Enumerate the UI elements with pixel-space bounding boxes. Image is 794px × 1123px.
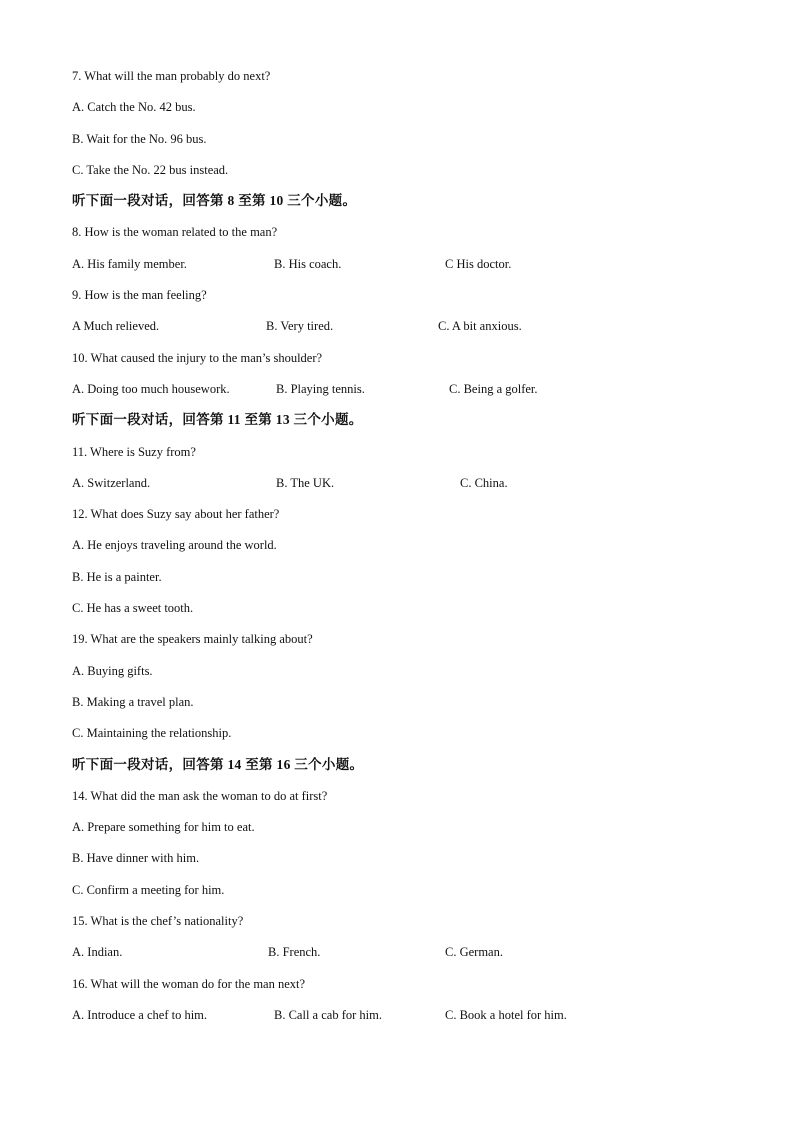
option-8c: C His doctor. — [445, 256, 512, 271]
question-7: 7. What will the man probably do next? — [72, 69, 271, 83]
options-row-9 — [72, 316, 732, 347]
option-16b: B. Call a cab for him. — [274, 1007, 382, 1022]
options-row-8 — [72, 254, 732, 285]
option-19a: A. Buying gifts. — [72, 663, 153, 678]
question-16: 16. What will the woman do for the man next? — [72, 976, 306, 991]
option-19b: B. Making a travel plan. — [72, 694, 194, 709]
question-8: 8. How is the woman related to the man? — [72, 225, 278, 240]
option-11b: B. The UK. — [276, 475, 335, 490]
section-heading-11-13: 听下面一段对话，回答第 11 至第 13 三个小题。 — [72, 412, 363, 428]
option-8b: B. His coach. — [274, 256, 342, 271]
option-16a: A. Introduce a chef to him. — [72, 1007, 208, 1022]
question-15: 15. What is the chef’s nationality? — [72, 914, 244, 929]
section-heading-8-10: 听下面一段对话，回答第 8 至第 10 三个小题。 — [72, 193, 357, 209]
option-10b: B. Playing tennis. — [276, 381, 365, 396]
options-row-11 — [72, 473, 732, 504]
option-14b: B. Have dinner with him. — [72, 851, 200, 866]
option-15b: B. French. — [268, 945, 321, 960]
option-10c: C. Being a golfer. — [449, 381, 538, 396]
option-16c: C. Book a hotel for him. — [445, 1007, 567, 1022]
question-14: 14. What did the man ask the woman to do at first? — [72, 788, 328, 803]
option-19c: C. Maintaining the relationship. — [72, 726, 232, 741]
section-heading-14-16: 听下面一段对话，回答第 14 至第 16 三个小题。 — [72, 756, 364, 772]
question-10: 10. What caused the injury to the man’s shoulder? — [72, 350, 323, 365]
option-12a: A. He enjoys traveling around the world. — [72, 538, 277, 553]
options-row-10 — [72, 379, 732, 410]
options-row-16 — [72, 1005, 732, 1036]
question-19: 19. What are the speakers mainly talking about? — [72, 632, 313, 647]
option-12c: C. He has a sweet tooth. — [72, 601, 194, 616]
question-12: 12. What does Suzy say about her father? — [72, 507, 280, 522]
option-10a: A. Doing too much housework. — [72, 381, 230, 396]
option-9c: C. A bit anxious. — [438, 319, 522, 334]
option-14a: A. Prepare something for him to eat. — [72, 820, 255, 835]
option-11a: A. Switzerland. — [72, 475, 151, 490]
option-8a: A. His family member. — [72, 256, 187, 271]
option-9a: A Much relieved. — [72, 319, 160, 334]
option-9b: B. Very tired. — [266, 319, 334, 334]
option-15c: C. German. — [445, 945, 503, 960]
question-11: 11. Where is Suzy from? — [72, 444, 196, 459]
exam-page — [72, 66, 732, 1036]
option-7b: B. Wait for the No. 96 bus. — [72, 131, 207, 146]
option-12b: B. He is a painter. — [72, 569, 162, 584]
option-15a: A. Indian. — [72, 945, 123, 960]
options-row-15 — [72, 942, 732, 973]
option-14c: C. Confirm a meeting for him. — [72, 882, 225, 897]
question-9: 9. How is the man feeling? — [72, 288, 207, 303]
option-7c: C. Take the No. 22 bus instead. — [72, 162, 229, 177]
option-11c: C. China. — [460, 475, 508, 490]
option-7a: A. Catch the No. 42 bus. — [72, 100, 196, 115]
